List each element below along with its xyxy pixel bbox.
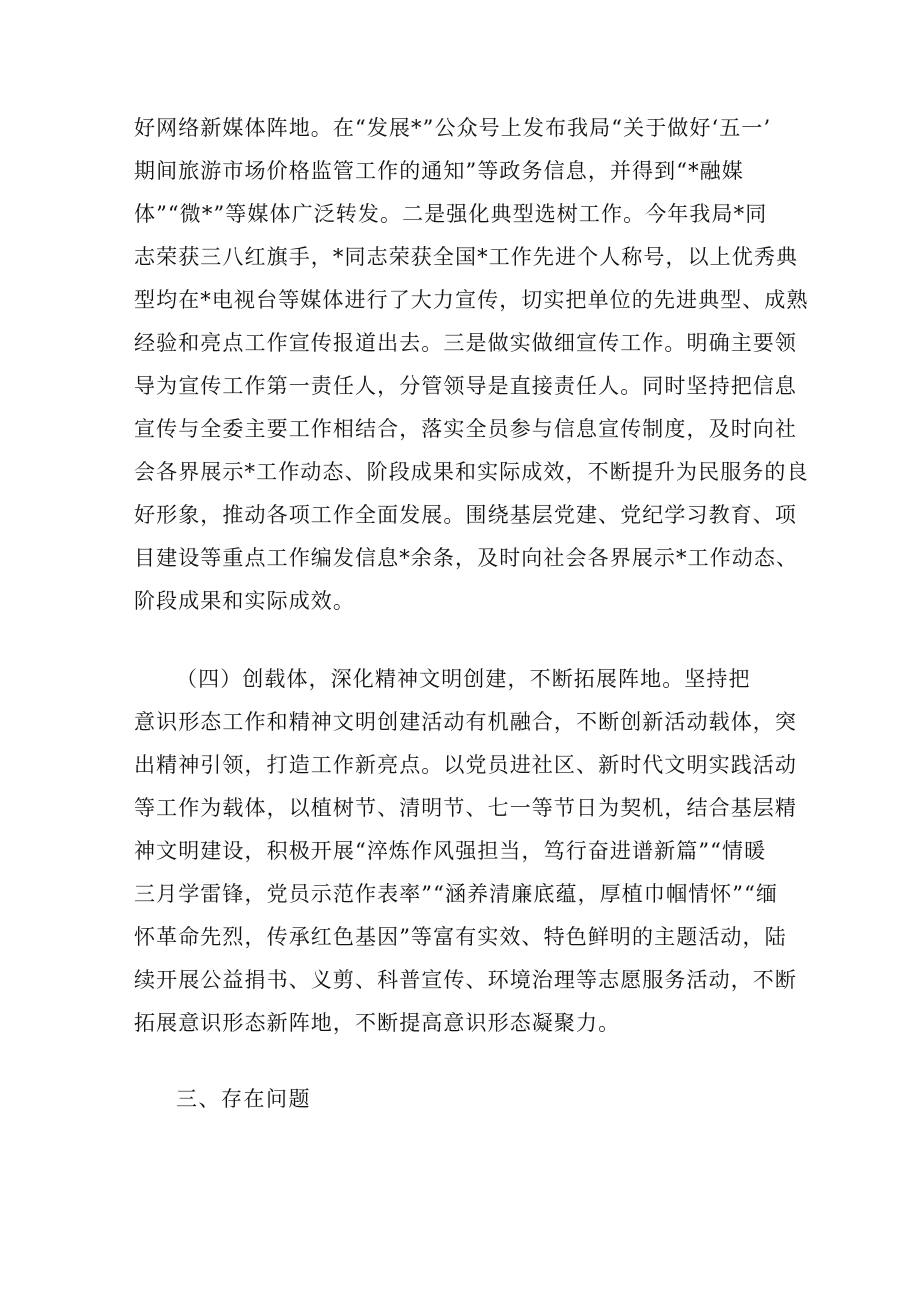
para1-line-9: 会各界展示*工作动态、阶段成果和实际成效，不断提升为民服务的良: [134, 460, 809, 484]
para1-line-12: 阶段成果和实际成效。: [134, 589, 355, 613]
para2-line-5: 神文明建设，积极开展“淬炼作风强担当，笃行奋进谱新篇”“情暖: [134, 839, 767, 863]
para2-line-9: 拓展意识形态新阵地，不断提高意识形态凝聚力。: [134, 1011, 621, 1035]
para1-line-2: 期间旅游市场价格监管工作的通知”等政务信息，并得到“*融媒: [134, 159, 744, 183]
para1-line-6: 经验和亮点工作宣传报道出去。三是做实做细宣传工作。明确主要领: [134, 331, 797, 355]
para2-line-6: 三月学雷锋，党员示范作表率”“涵养清廉底蕴，厚植巾帼情怀”“缅: [134, 882, 779, 906]
para1-line-5: 型均在*电视台等媒体进行了大力宣传，切实把单位的先进典型、成熟: [134, 288, 809, 312]
section-heading: 三、存在问题: [176, 1087, 311, 1111]
para2-line-3: 出精神引领，打造工作新亮点。以党员进社区、新时代文明实践活动: [134, 753, 797, 777]
para1-line-3: 体”“微*”等媒体广泛转发。二是强化典型选树工作。今年我局*同: [134, 202, 768, 226]
para1-line-11: 目建设等重点工作编发信息*余条，及时向社会各界展示*工作动态、: [134, 546, 799, 570]
para1-line-1: 好网络新媒体阵地。在“发展*”公众号上发布我局“关于做好‘五一’: [134, 116, 772, 140]
para2-line-8: 续开展公益捐书、义剪、科普宣传、环境治理等志愿服务活动，不断: [134, 968, 797, 992]
para2-line-2: 意识形态工作和精神文明创建活动有机融合，不断创新活动载体，突: [134, 710, 797, 734]
para2-line-4: 等工作为载体，以植树节、清明节、七一等节日为契机，结合基层精: [134, 796, 797, 820]
para2-line-1: （四）创载体，深化精神文明创建，不断拓展阵地。坚持把: [176, 667, 751, 691]
para1-line-4: 志荣获三八红旗手，*同志荣获全国*工作先进个人称号，以上优秀典: [134, 245, 799, 269]
para2-line-7: 怀革命先烈，传承红色基因”等富有实效、特色鲜明的主题活动，陆: [134, 925, 787, 949]
para1-line-8: 宣传与全委主要工作相结合，落实全员参与信息宣传制度，及时向社: [134, 417, 797, 441]
para1-line-10: 好形象，推动各项工作全面发展。围绕基层党建、党纪学习教育、项: [134, 503, 797, 527]
para1-line-7: 导为宣传工作第一责任人，分管领导是直接责任人。同时坚持把信息: [134, 374, 797, 398]
